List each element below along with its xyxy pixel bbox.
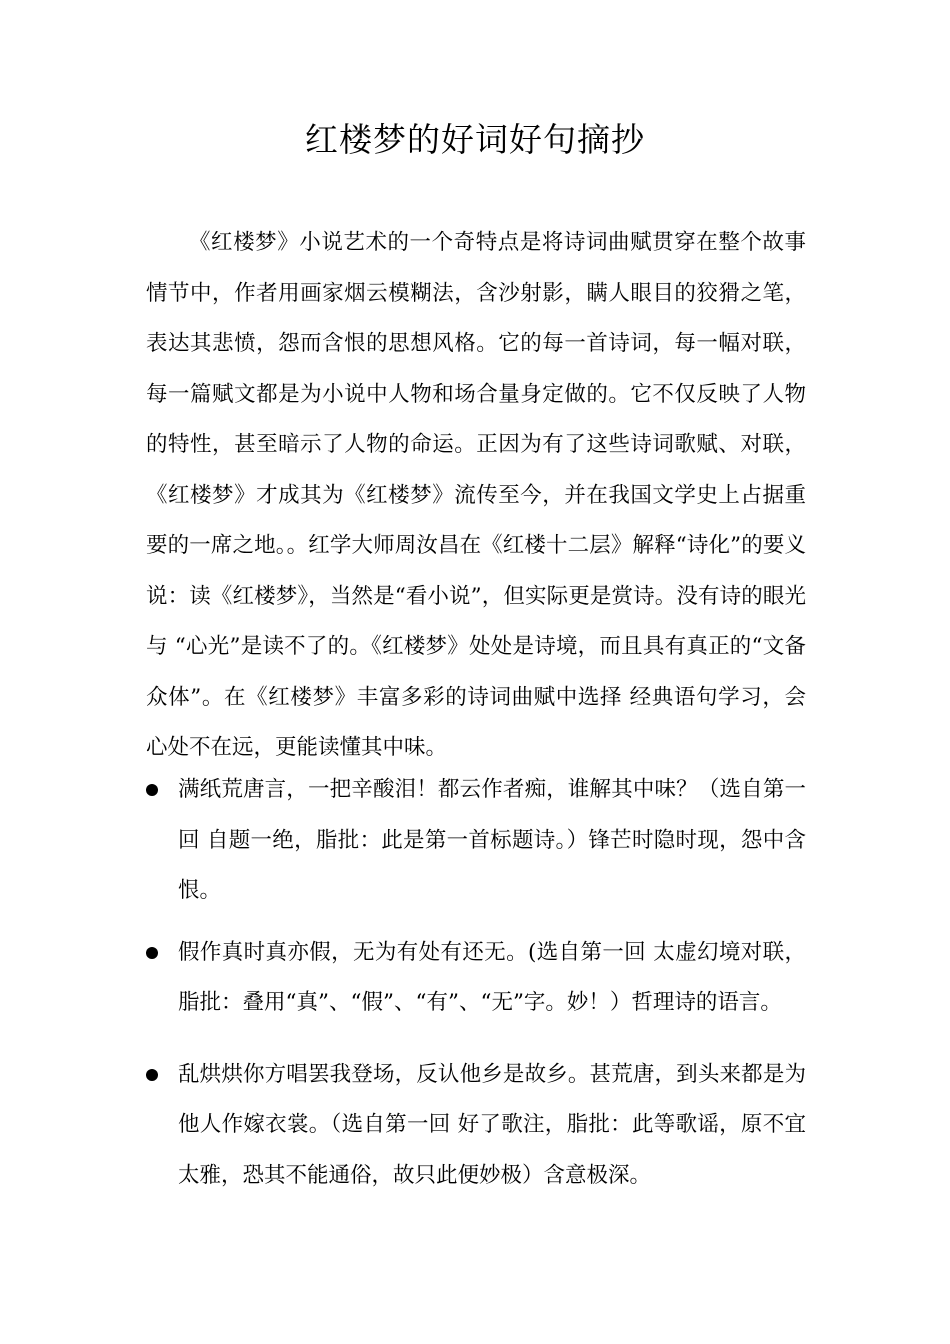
intro-paragraph: 《红楼梦》小说艺术的一个奇特点是将诗词曲赋贯穿在整个故事情节中，作者用画家烟云模糊法，含沙射影，瞒人眼目的狡猾之笔，表达其悲愤，怨而含恨的思想风格。它的每一首诗词，每一幅对联，每一篇赋文都是为小说中人物和场合量身定做的。它不仅反映了人物的特性，甚至暗示了人物的命运。正因为有了这些诗词歌赋、对联，《红楼梦》才成其为《红楼梦》流传至今，并在我国文学史上占据重要的一席之地。。红学大师周汝昌在《红楼十二层》解释“诗化”的要义说：读《红楼梦》，当然是“看小说”，但实际更是赏诗。没有诗的眼光与 “心光”是读不了的。《红楼梦》处处是诗境，而且具有真正的“文备众体”。在《红楼梦》丰富多彩的诗词曲赋中选择 经典语句学习，会心处不在远，更能读懂其中味。 [146, 230, 806, 760]
document-title: 红楼梦的好词好句摘抄 [305, 120, 645, 159]
quote-text: 满纸荒唐言，一把辛酸泪！都云作者痴，谁解其中味？（选自第一回 自题一绝，脂批：此是第一首标题诗。）锋芒时隐时现，怨中含恨。 [178, 777, 806, 903]
bullet-icon [146, 784, 158, 796]
quote-list [146, 765, 806, 1212]
quote-text: 乱烘烘你方唱罢我登场，反认他乡是故乡。甚荒唐，到头来都是为他人作嫁衣裳。（选自第一回 好了歌注，脂批：此等歌谣，原不宜太雅，恐其不能通俗，故只此便妙极）含意极深。 [178, 1061, 806, 1188]
list-item [146, 1050, 806, 1202]
quote-text: 假作真时真亦假，无为有处有还无。(选自第一回 太虚幻境对联，脂批：叠用“真”、“假”、“有”、“无”字。妙！）哲理诗的语言。 [178, 939, 806, 1015]
bullet-icon [146, 1069, 158, 1081]
list-item [146, 765, 806, 917]
bullet-icon [146, 947, 158, 959]
list-item [146, 928, 806, 1029]
